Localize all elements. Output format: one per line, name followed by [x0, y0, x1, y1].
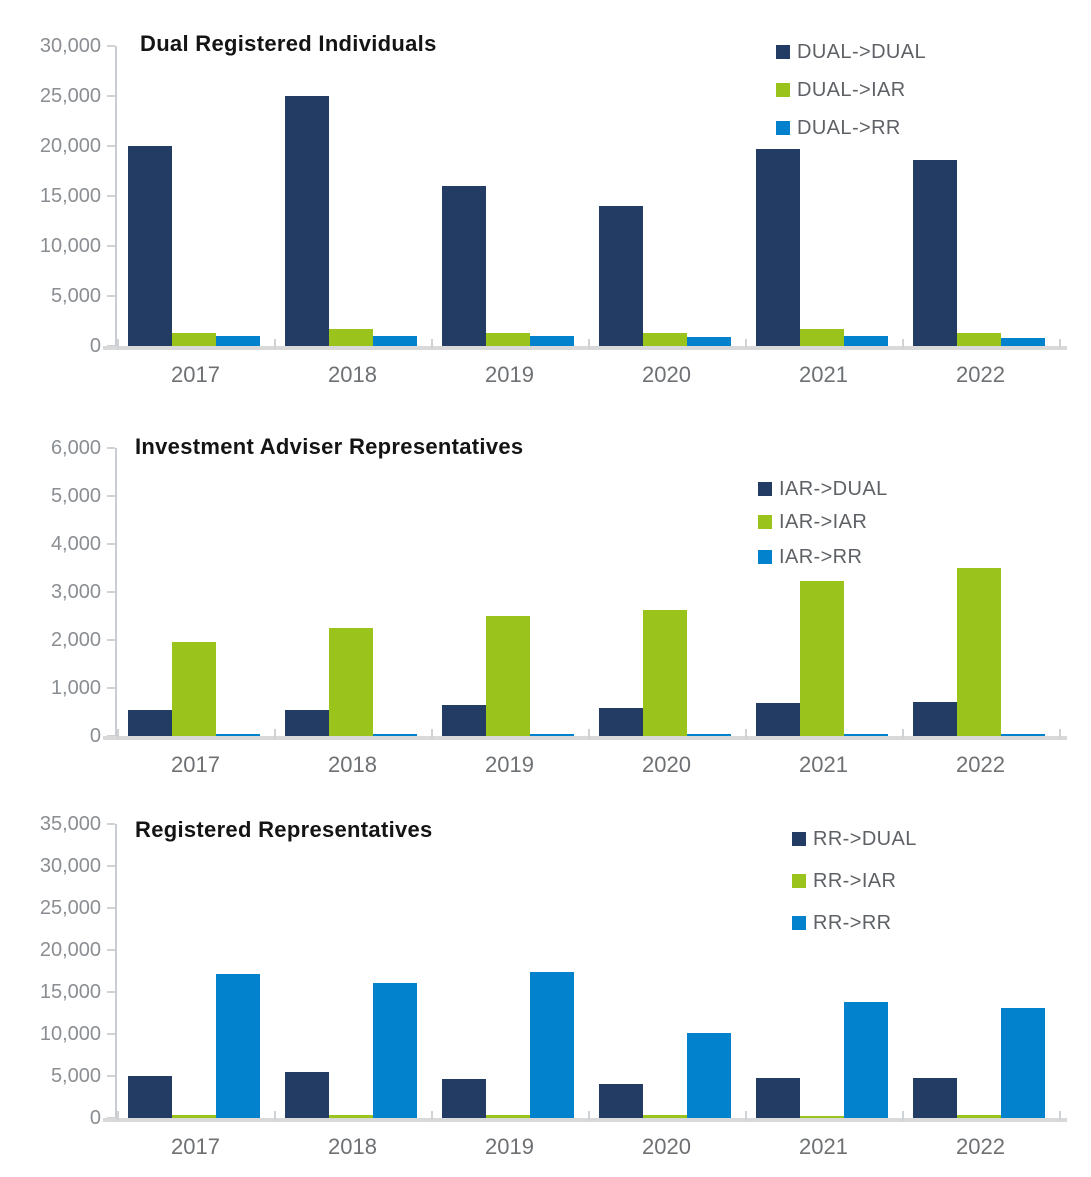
y-axis-tick: [107, 447, 115, 449]
bar-rr-iar-2021: [800, 1116, 844, 1118]
x-axis-label-2019: 2019: [485, 1134, 534, 1159]
y-axis-label: 35,000: [39, 813, 101, 835]
y-axis-tick: [107, 245, 115, 247]
x-axis-tick: [117, 1111, 119, 1121]
bar-dual-iar-2019: [486, 333, 530, 347]
y-axis-label: 15,000: [39, 981, 101, 1003]
y-axis-tick: [107, 95, 115, 97]
y-axis-tick: [107, 949, 115, 951]
y-axis-tick: [107, 145, 115, 147]
x-axis-tick: [588, 729, 590, 739]
bar-rr-iar-2019: [486, 1115, 530, 1118]
bar-iar-iar-2017: [172, 642, 216, 736]
y-axis-label: 5,000: [50, 1065, 101, 1087]
x-axis-label-2020: 2020: [642, 1134, 691, 1159]
bar-dual-rr-2022: [1001, 338, 1045, 347]
legend-label-rr-dual: RR->DUAL: [813, 828, 917, 850]
y-axis-label: 4,000: [50, 533, 101, 555]
x-axis-label-2019: 2019: [485, 752, 534, 777]
x-axis-label-2021: 2021: [799, 752, 848, 777]
bar-dual-dual-2021: [756, 149, 800, 346]
bar-iar-dual-2022: [913, 702, 957, 736]
x-axis-tick: [1059, 729, 1061, 739]
x-axis-baseline: [103, 736, 1067, 740]
y-axis-label: 0: [89, 1107, 101, 1129]
bar-iar-iar-2020: [643, 610, 687, 736]
chart-title: Registered Representatives: [135, 817, 433, 842]
bar-dual-iar-2018: [329, 329, 373, 346]
y-axis-label: 25,000: [39, 85, 101, 107]
bar-dual-rr-2018: [373, 336, 417, 347]
bar-rr-rr-2022: [1001, 1008, 1045, 1118]
y-axis-tick: [107, 591, 115, 593]
x-axis-tick: [745, 339, 747, 349]
x-axis-label-2018: 2018: [328, 1134, 377, 1159]
bar-dual-dual-2022: [913, 160, 957, 347]
bar-rr-dual-2018: [285, 1072, 329, 1118]
x-axis-label-2017: 2017: [171, 752, 220, 777]
y-axis-tick: [107, 495, 115, 497]
bar-rr-dual-2020: [599, 1084, 643, 1118]
y-axis-tick: [107, 295, 115, 297]
legend-label-rr-iar: RR->IAR: [813, 870, 897, 892]
bar-iar-dual-2018: [285, 710, 329, 736]
y-axis-tick: [107, 1033, 115, 1035]
legend-swatch-dual-iar: [776, 83, 790, 97]
x-axis-label-2021: 2021: [799, 1134, 848, 1159]
x-axis-label-2022: 2022: [956, 752, 1005, 777]
bar-dual-dual-2017: [128, 146, 172, 346]
y-axis-line: [115, 448, 117, 738]
y-axis-tick: [107, 543, 115, 545]
y-axis-tick: [107, 907, 115, 909]
bar-rr-rr-2020: [687, 1033, 731, 1118]
x-axis-tick: [431, 729, 433, 739]
x-axis-tick: [117, 339, 119, 349]
legend-swatch-iar-iar: [758, 515, 772, 529]
y-axis-label: 6,000: [50, 437, 101, 459]
x-axis-tick: [745, 729, 747, 739]
x-axis-tick: [745, 1111, 747, 1121]
y-axis-tick: [107, 991, 115, 993]
legend-label-dual-iar: DUAL->IAR: [797, 79, 906, 101]
bar-iar-rr-2022: [1001, 734, 1045, 736]
legend-swatch-rr-rr: [792, 916, 806, 930]
bar-iar-dual-2021: [756, 703, 800, 736]
chart-registered-representatives: [0, 790, 1091, 1177]
y-axis-line: [115, 824, 117, 1120]
x-axis-label-2017: 2017: [171, 362, 220, 387]
x-axis-tick: [588, 1111, 590, 1121]
y-axis-label: 2,000: [50, 629, 101, 651]
bar-iar-rr-2017: [216, 734, 260, 736]
bar-rr-rr-2017: [216, 974, 260, 1118]
legend-label-iar-iar: IAR->IAR: [779, 511, 868, 533]
y-axis-label: 30,000: [39, 35, 101, 57]
y-axis-tick: [107, 195, 115, 197]
y-axis-tick: [107, 639, 115, 641]
bar-rr-dual-2017: [128, 1076, 172, 1118]
legend-swatch-iar-rr: [758, 550, 772, 564]
x-axis-tick: [1059, 1111, 1061, 1121]
chart-investment-adviser-representatives: [0, 400, 1091, 790]
y-axis-tick: [107, 823, 115, 825]
x-axis-tick: [274, 339, 276, 349]
bar-iar-dual-2019: [442, 705, 486, 736]
x-axis-tick: [902, 339, 904, 349]
x-axis-label-2018: 2018: [328, 752, 377, 777]
bar-rr-iar-2020: [643, 1115, 687, 1118]
x-axis-baseline: [103, 1118, 1067, 1122]
bar-rr-dual-2022: [913, 1078, 957, 1118]
bar-rr-dual-2019: [442, 1079, 486, 1118]
chart-dual-registered-individuals: [0, 0, 1091, 400]
bar-rr-iar-2017: [172, 1115, 216, 1118]
bar-iar-iar-2019: [486, 616, 530, 736]
bar-iar-iar-2022: [957, 568, 1001, 736]
bar-iar-iar-2018: [329, 628, 373, 736]
y-axis-label: 15,000: [39, 185, 101, 207]
legend-label-rr-rr: RR->RR: [813, 912, 892, 934]
x-axis-tick: [1059, 339, 1061, 349]
y-axis-label: 20,000: [39, 939, 101, 961]
bar-rr-rr-2021: [844, 1002, 888, 1118]
bar-dual-dual-2020: [599, 206, 643, 346]
bar-iar-iar-2021: [800, 581, 844, 736]
y-axis-label: 3,000: [50, 581, 101, 603]
bar-dual-rr-2019: [530, 336, 574, 346]
x-axis-tick: [274, 1111, 276, 1121]
y-axis-label: 20,000: [39, 135, 101, 157]
x-axis-label-2018: 2018: [328, 362, 377, 387]
bar-iar-rr-2018: [373, 734, 417, 736]
x-axis-tick: [274, 729, 276, 739]
bar-rr-rr-2019: [530, 972, 574, 1118]
bar-dual-dual-2018: [285, 96, 329, 346]
bar-dual-iar-2020: [643, 333, 687, 347]
legend-swatch-rr-iar: [792, 874, 806, 888]
bar-iar-dual-2020: [599, 708, 643, 736]
bar-iar-rr-2021: [844, 734, 888, 736]
bar-dual-iar-2017: [172, 333, 216, 347]
chart-title: Investment Adviser Representatives: [135, 434, 524, 459]
y-axis-label: 0: [89, 335, 101, 357]
bar-iar-dual-2017: [128, 710, 172, 736]
legend-label-dual-dual: DUAL->DUAL: [797, 41, 927, 63]
x-axis-tick: [902, 1111, 904, 1121]
y-axis-label: 5,000: [50, 285, 101, 307]
legend-swatch-rr-dual: [792, 832, 806, 846]
y-axis-label: 10,000: [39, 1023, 101, 1045]
x-axis-label-2017: 2017: [171, 1134, 220, 1159]
x-axis-label-2019: 2019: [485, 362, 534, 387]
x-axis-label-2020: 2020: [642, 362, 691, 387]
legend-swatch-dual-dual: [776, 45, 790, 59]
x-axis-tick: [431, 1111, 433, 1121]
bar-rr-iar-2022: [957, 1115, 1001, 1118]
bar-iar-rr-2019: [530, 734, 574, 736]
y-axis-tick: [107, 687, 115, 689]
bar-dual-rr-2017: [216, 336, 260, 346]
y-axis-line: [115, 46, 117, 348]
bar-iar-rr-2020: [687, 734, 731, 736]
y-axis-label: 10,000: [39, 235, 101, 257]
x-axis-label-2022: 2022: [956, 1134, 1005, 1159]
x-axis-label-2022: 2022: [956, 362, 1005, 387]
bar-rr-iar-2018: [329, 1115, 373, 1118]
x-axis-baseline: [103, 346, 1067, 350]
bar-dual-iar-2022: [957, 333, 1001, 347]
y-axis-tick: [107, 45, 115, 47]
bar-rr-rr-2018: [373, 983, 417, 1118]
legend-swatch-iar-dual: [758, 482, 772, 496]
legend-label-dual-rr: DUAL->RR: [797, 117, 901, 139]
legend-swatch-dual-rr: [776, 121, 790, 135]
y-axis-label: 1,000: [50, 677, 101, 699]
y-axis-label: 0: [89, 725, 101, 747]
y-axis-label: 25,000: [39, 897, 101, 919]
y-axis-tick: [107, 1075, 115, 1077]
x-axis-tick: [431, 339, 433, 349]
x-axis-label-2021: 2021: [799, 362, 848, 387]
x-axis-tick: [117, 729, 119, 739]
bar-dual-rr-2020: [687, 337, 731, 346]
bar-dual-rr-2021: [844, 336, 888, 347]
bar-rr-dual-2021: [756, 1078, 800, 1118]
y-axis-label: 5,000: [50, 485, 101, 507]
x-axis-label-2020: 2020: [642, 752, 691, 777]
x-axis-tick: [588, 339, 590, 349]
legend-label-iar-rr: IAR->RR: [779, 546, 863, 568]
y-axis-tick: [107, 865, 115, 867]
bar-dual-iar-2021: [800, 329, 844, 346]
chart-title: Dual Registered Individuals: [140, 31, 437, 56]
bar-dual-dual-2019: [442, 186, 486, 346]
y-axis-label: 30,000: [39, 855, 101, 877]
legend-label-iar-dual: IAR->DUAL: [779, 478, 888, 500]
x-axis-tick: [902, 729, 904, 739]
